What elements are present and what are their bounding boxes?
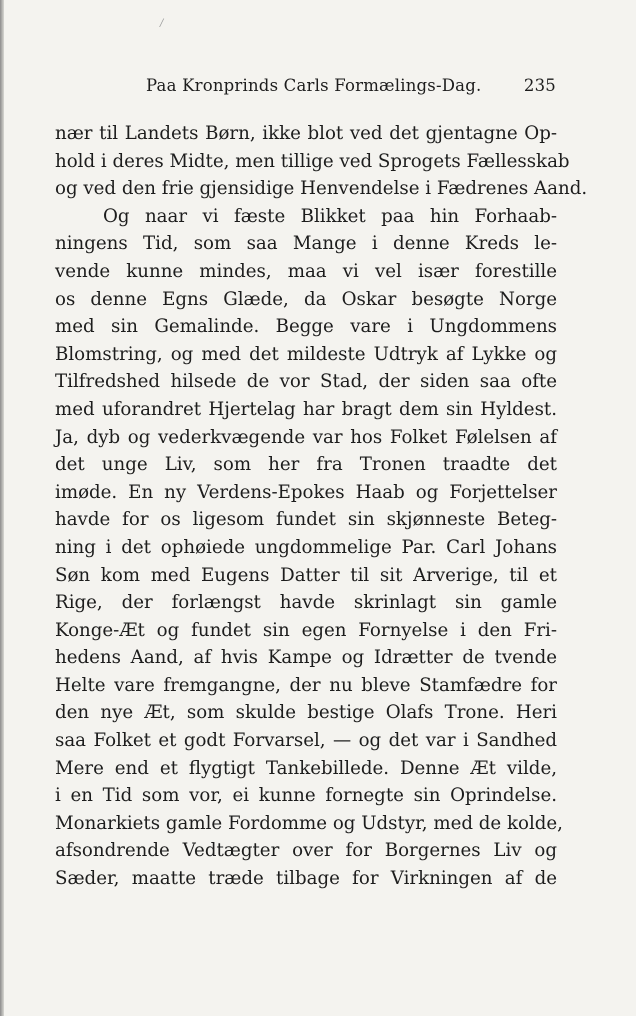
text-line: Blomstring, og med det mildeste Udtryk af Lykke og — [55, 343, 557, 365]
text-line: og ved den frie gjensidige Henvendelse i Fædrenes Aand. — [55, 178, 588, 200]
text-line: det unge Liv, som her fra Tronen traadte det — [55, 454, 557, 476]
text-line: imøde. En ny Verdens-Epokes Haab og Forjettelser — [55, 481, 557, 503]
text-line: nær til Landets Børn, ikke blot ved det gjentagne Op- — [55, 123, 557, 144]
text-line: saa Folket et godt Forvarsel, — og det var i Sandhed — [55, 730, 557, 752]
text-line: hedens Aand, af hvis Kampe og Idrætter de tvende — [55, 647, 557, 669]
text-line: Tilfredshed hilsede de vor Stad, der siden saa ofte — [55, 371, 557, 393]
text-line: os denne Egns Glæde, da Oskar besøgte Norge — [55, 288, 557, 310]
text-line: Helte vare fremgangne, der nu bleve Stamfædre for — [55, 674, 557, 696]
page-header — [146, 76, 556, 100]
text-line: Sæder, maatte træde tilbage for Virkningen af de — [55, 868, 557, 890]
running-title: Paa Kronprinds Carls Formælings-Dag. — [146, 76, 482, 95]
text-line: den nye Æt, som skulde bestige Olafs Trone. Heri — [55, 702, 557, 724]
text-line: ningens Tid, som saa Mange i denne Kreds le- — [55, 233, 557, 255]
page-edge — [0, 0, 4, 1016]
body-text — [55, 120, 588, 893]
text-line: i en Tid som vor, ei kunne fornegte sin Oprindelse. — [55, 785, 557, 807]
pencil-mark: / — [160, 18, 164, 29]
text-line: med uforandret Hjertelag har bragt dem sin Hyldest. — [55, 398, 557, 420]
text-line: Konge-Æt og fundet sin egen Fornyelse i den Fri- — [55, 619, 557, 641]
text-line: hold i deres Midte, men tillige ved Sprogets Fællesskab — [55, 150, 570, 172]
text-line: Monarkiets gamle Fordomme og Udstyr, med de kolde, — [55, 812, 563, 834]
text-line: Rige, der forlængst havde skrinlagt sin gamle — [55, 592, 557, 614]
text-line: Søn kom med Eugens Datter til sit Arverige, til et — [55, 564, 557, 586]
text-line: med sin Gemalinde. Begge vare i Ungdommens — [55, 316, 557, 338]
text-line: afsondrende Vedtægter over for Borgernes Liv og — [55, 840, 557, 862]
text-line: Mere end et flygtigt Tankebillede. Denne Æt vilde, — [55, 757, 557, 779]
text-line: vende kunne mindes, maa vi vel især forestille — [55, 260, 557, 282]
text-line: Ja, dyb og vederkvægende var hos Folket Følelsen af — [55, 426, 557, 448]
text-line: ning i det ophøiede ungdommelige Par. Carl Johans — [55, 536, 557, 558]
text-line: Og naar vi fæste Blikket paa hin Forhaab- — [103, 205, 557, 227]
text-line: havde for os ligesom fundet sin skjønneste Beteg- — [55, 509, 557, 531]
page-number: 235 — [523, 76, 556, 95]
